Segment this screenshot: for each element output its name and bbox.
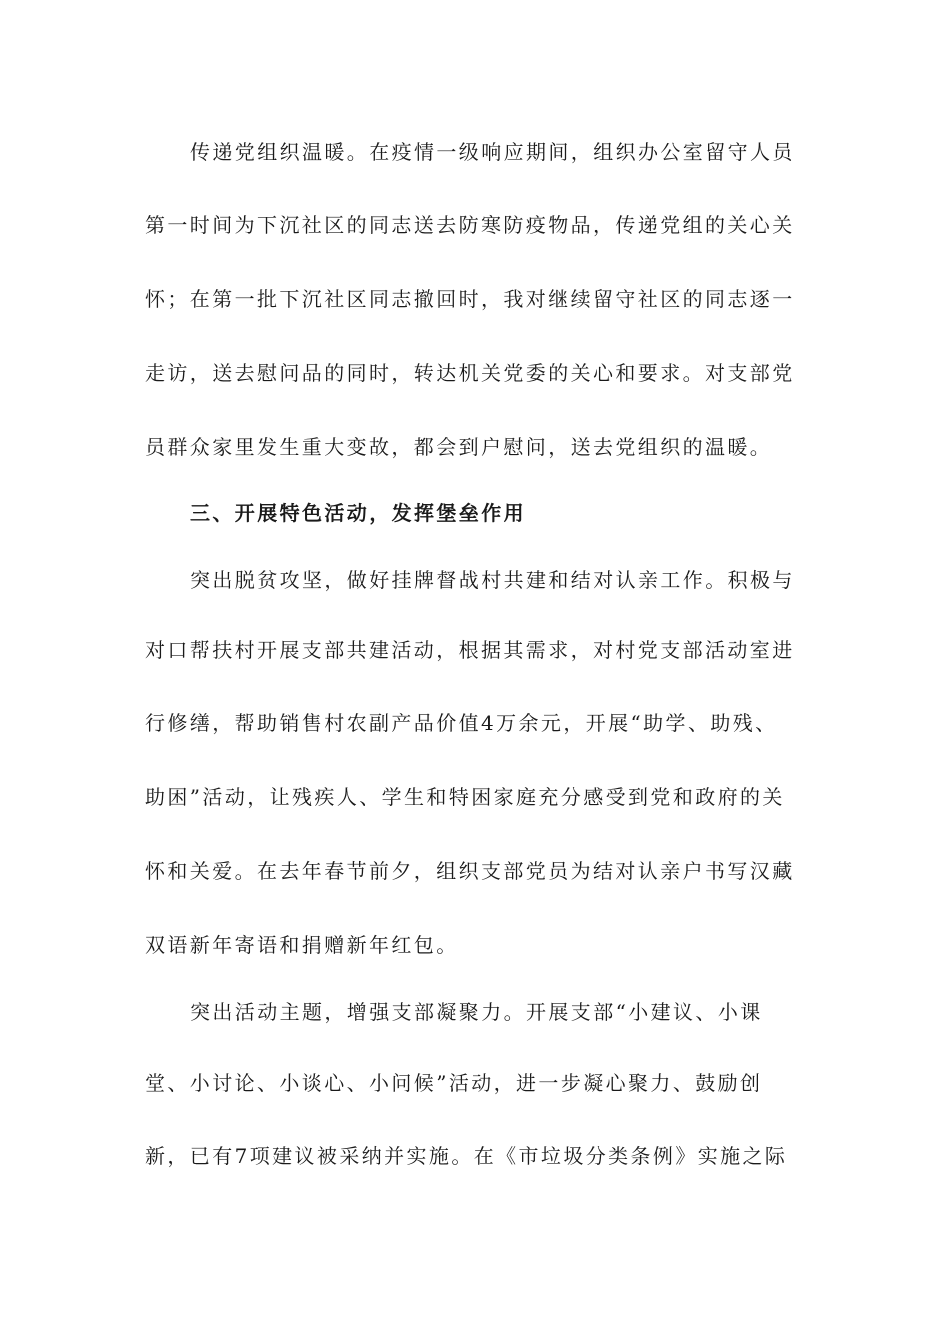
paragraph-line: 突出活动主题，增强支部凝聚力。开展支部“小建议、小课 — [190, 1000, 763, 1024]
paragraph-line: 对口帮扶村开展支部共建活动，根据其需求，对村党支部活动室进 — [145, 638, 795, 662]
paragraph-line: 堂、小讨论、小谈心、小问候”活动，进一步凝心聚力、鼓励创 — [145, 1071, 763, 1095]
paragraph-line: 新，已有7项建议被采纳并实施。在《市垃圾分类条例》实施之际 — [145, 1144, 788, 1168]
paragraph-line: 传递党组织温暖。在疫情一级响应期间，组织办公室留守人员 — [190, 140, 795, 164]
paragraph-line: 突出脱贫攻坚，做好挂牌督战村共建和结对认亲工作。积极与 — [190, 568, 795, 592]
paragraph-line: 走访，送去慰问品的同时，转达机关党委的关心和要求。对支部党 — [145, 361, 795, 385]
paragraph-line: 怀和关爱。在去年春节前夕，组织支部党员为结对认亲户书写汉藏 — [145, 859, 795, 883]
paragraph-line: 怀；在第一批下沉社区同志撤回时，我对继续留守社区的同志逐一 — [145, 287, 795, 311]
paragraph-line: 行修缮，帮助销售村农副产品价值4万余元，开展“助学、助残、 — [145, 711, 778, 735]
paragraph-line: 双语新年寄语和捐赠新年红包。 — [145, 933, 459, 957]
paragraph-line: 第一时间为下沉社区的同志送去防寒防疫物品，传递党组的关心关 — [145, 213, 795, 237]
paragraph-line: 助困”活动，让残疾人、学生和特困家庭充分感受到党和政府的关 — [145, 785, 785, 809]
section-heading: 三、开展特色活动，发挥堡垒作用 — [190, 501, 526, 525]
paragraph-line: 员群众家里发生重大变故，都会到户慰问，送去党组织的温暖。 — [145, 435, 773, 459]
